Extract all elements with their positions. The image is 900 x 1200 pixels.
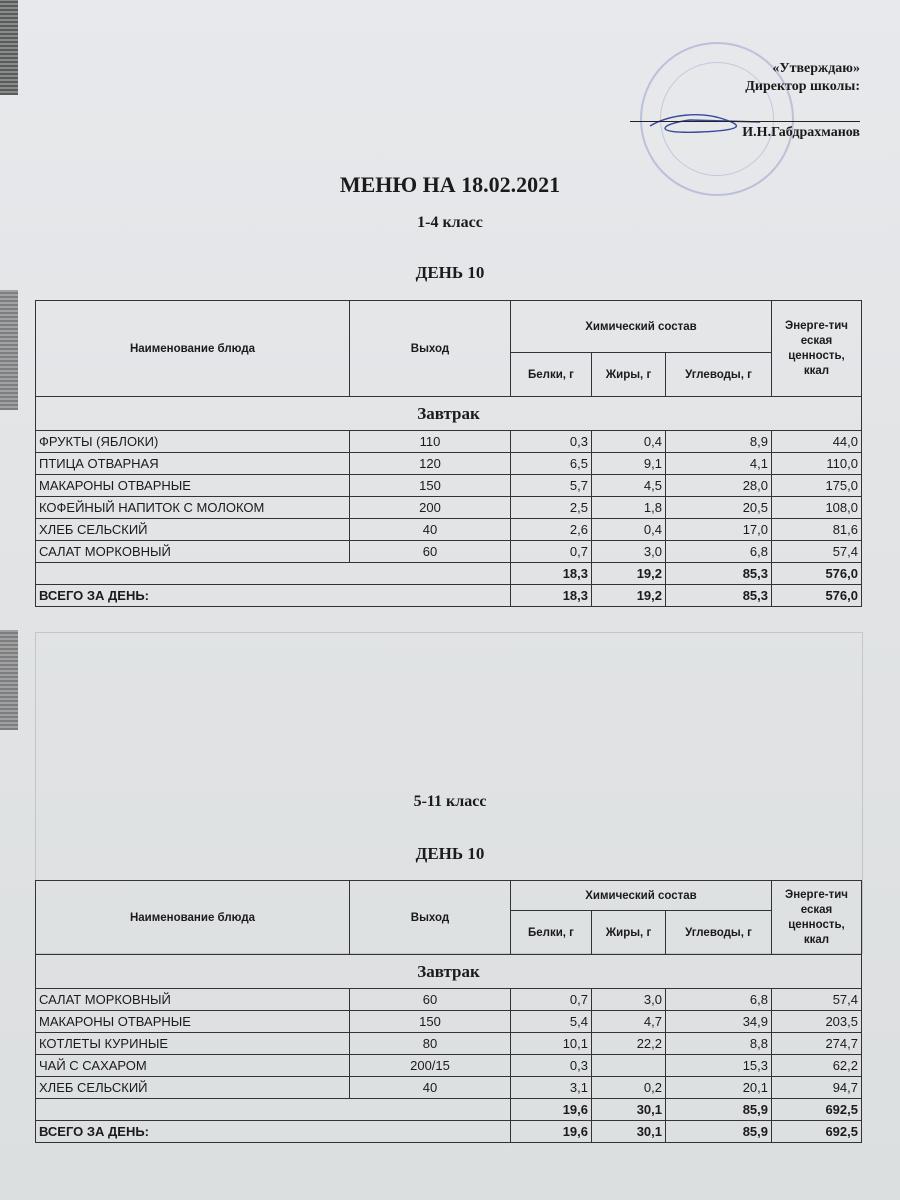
section1-day: ДЕНЬ 10 — [415, 263, 485, 282]
dish-name: КОФЕЙНЫЙ НАПИТОК С МОЛОКОМ — [36, 497, 350, 519]
header-output: Выход — [350, 881, 511, 955]
subtotal-label — [36, 1099, 511, 1121]
header-dish-name: Наименование блюда — [36, 301, 350, 397]
subtotal-protein: 19,6 — [511, 1099, 592, 1121]
subtotal-fat: 19,2 — [592, 563, 666, 585]
section2-day: ДЕНЬ 10 — [415, 844, 485, 863]
dish-fat: 4,7 — [592, 1011, 666, 1033]
approval-position: Директор школы: — [745, 79, 860, 94]
dish-name: ЧАЙ С САХАРОМ — [36, 1055, 350, 1077]
dish-carbs: 20,1 — [666, 1077, 772, 1099]
table-row — [36, 1055, 862, 1077]
subtotal-protein: 18,3 — [511, 563, 592, 585]
total-label: ВСЕГО ЗА ДЕНЬ: — [36, 1121, 511, 1143]
dish-energy: 94,7 — [772, 1077, 862, 1099]
dish-carbs: 6,8 — [666, 989, 772, 1011]
header-chemical-composition: Химический состав — [511, 301, 772, 353]
dish-protein: 0,7 — [511, 541, 592, 563]
table-row — [36, 541, 862, 563]
signature-line — [630, 120, 860, 122]
table-row — [36, 475, 862, 497]
dish-fat: 0,4 — [592, 431, 666, 453]
dish-carbs: 4,1 — [666, 453, 772, 475]
dish-protein: 2,5 — [511, 497, 592, 519]
dish-energy: 108,0 — [772, 497, 862, 519]
dish-fat: 3,0 — [592, 541, 666, 563]
dish-carbs: 17,0 — [666, 519, 772, 541]
dish-protein: 2,6 — [511, 519, 592, 541]
total-row — [36, 1121, 862, 1143]
dish-fat — [592, 1055, 666, 1077]
dish-carbs: 34,9 — [666, 1011, 772, 1033]
dish-name: КОТЛЕТЫ КУРИНЫЕ — [36, 1033, 350, 1055]
dish-fat: 3,0 — [592, 989, 666, 1011]
dish-protein: 0,3 — [511, 1055, 592, 1077]
approval-block — [600, 60, 860, 142]
approval-signer: И.Н.Габдрахманов — [742, 125, 860, 140]
header-chemical-composition: Химический состав — [511, 881, 772, 911]
dish-energy: 57,4 — [772, 989, 862, 1011]
total-carbs: 85,9 — [666, 1121, 772, 1143]
meal-label: Завтрак — [36, 397, 862, 431]
subtotal-carbs: 85,9 — [666, 1099, 772, 1121]
dish-fat: 9,1 — [592, 453, 666, 475]
dish-output: 60 — [350, 541, 511, 563]
total-energy: 692,5 — [772, 1121, 862, 1143]
dish-energy: 110,0 — [772, 453, 862, 475]
dish-energy: 274,7 — [772, 1033, 862, 1055]
total-fat: 19,2 — [592, 585, 666, 607]
dish-carbs: 8,8 — [666, 1033, 772, 1055]
dish-carbs: 8,9 — [666, 431, 772, 453]
section1-grade: 1-4 класс — [417, 214, 483, 231]
dish-carbs: 15,3 — [666, 1055, 772, 1077]
dish-protein: 0,7 — [511, 989, 592, 1011]
dish-output: 150 — [350, 1011, 511, 1033]
subtotal-energy: 576,0 — [772, 563, 862, 585]
header-carbs: Углеводы, г — [666, 353, 772, 397]
menu-table-5-11 — [35, 880, 862, 1143]
dish-protein: 0,3 — [511, 431, 592, 453]
table-row — [36, 1033, 862, 1055]
subtotal-label — [36, 563, 511, 585]
dish-protein: 5,7 — [511, 475, 592, 497]
dish-output: 80 — [350, 1033, 511, 1055]
total-carbs: 85,3 — [666, 585, 772, 607]
meal-label: Завтрак — [36, 955, 862, 989]
subtotal-carbs: 85,3 — [666, 563, 772, 585]
total-row — [36, 585, 862, 607]
total-protein: 19,6 — [511, 1121, 592, 1143]
header-energy: Энерге-тич еская ценность, ккал — [772, 881, 862, 955]
dish-protein: 5,4 — [511, 1011, 592, 1033]
dish-fat: 1,8 — [592, 497, 666, 519]
header-output: Выход — [350, 301, 511, 397]
scan-edge-shadow — [0, 630, 18, 730]
total-fat: 30,1 — [592, 1121, 666, 1143]
dish-name: ХЛЕБ СЕЛЬСКИЙ — [36, 1077, 350, 1099]
dish-fat: 22,2 — [592, 1033, 666, 1055]
dish-energy: 44,0 — [772, 431, 862, 453]
subtotal-energy: 692,5 — [772, 1099, 862, 1121]
dish-protein: 6,5 — [511, 453, 592, 475]
table-row — [36, 1011, 862, 1033]
menu-table-1-4 — [35, 300, 862, 607]
header-fat: Жиры, г — [592, 353, 666, 397]
dish-name: ХЛЕБ СЕЛЬСКИЙ — [36, 519, 350, 541]
dish-energy: 175,0 — [772, 475, 862, 497]
dish-carbs: 20,5 — [666, 497, 772, 519]
dish-output: 60 — [350, 989, 511, 1011]
header-protein: Белки, г — [511, 911, 592, 955]
table-row — [36, 989, 862, 1011]
dish-name: ПТИЦА ОТВАРНАЯ — [36, 453, 350, 475]
dish-fat: 0,2 — [592, 1077, 666, 1099]
dish-name: МАКАРОНЫ ОТВАРНЫЕ — [36, 1011, 350, 1033]
dish-fat: 0,4 — [592, 519, 666, 541]
header-dish-name: Наименование блюда — [36, 881, 350, 955]
dish-energy: 57,4 — [772, 541, 862, 563]
dish-name: ФРУКТЫ (ЯБЛОКИ) — [36, 431, 350, 453]
table-row — [36, 1077, 862, 1099]
header-fat: Жиры, г — [592, 911, 666, 955]
subtotal-fat: 30,1 — [592, 1099, 666, 1121]
dish-protein: 3,1 — [511, 1077, 592, 1099]
subtotal-row — [36, 563, 862, 585]
total-energy: 576,0 — [772, 585, 862, 607]
header-carbs: Углеводы, г — [666, 911, 772, 955]
dish-energy: 203,5 — [772, 1011, 862, 1033]
dish-name: САЛАТ МОРКОВНЫЙ — [36, 989, 350, 1011]
subtotal-row — [36, 1099, 862, 1121]
dish-name: МАКАРОНЫ ОТВАРНЫЕ — [36, 475, 350, 497]
total-protein: 18,3 — [511, 585, 592, 607]
dish-carbs: 6,8 — [666, 541, 772, 563]
dish-fat: 4,5 — [592, 475, 666, 497]
header-protein: Белки, г — [511, 353, 592, 397]
total-label: ВСЕГО ЗА ДЕНЬ: — [36, 585, 511, 607]
dish-output: 200 — [350, 497, 511, 519]
table-row — [36, 431, 862, 453]
dish-energy: 62,2 — [772, 1055, 862, 1077]
scan-edge-shadow — [0, 290, 18, 410]
approval-heading: «Утверждаю» — [772, 61, 860, 76]
dish-protein: 10,1 — [511, 1033, 592, 1055]
section2-grade: 5-11 класс — [413, 793, 487, 810]
header-energy: Энерге-тич еская ценность, ккал — [772, 301, 862, 397]
dish-name: САЛАТ МОРКОВНЫЙ — [36, 541, 350, 563]
dish-output: 40 — [350, 1077, 511, 1099]
menu-title: МЕНЮ НА 18.02.2021 — [339, 172, 561, 197]
table-row — [36, 519, 862, 541]
table-row — [36, 497, 862, 519]
dish-output: 120 — [350, 453, 511, 475]
dish-output: 150 — [350, 475, 511, 497]
dish-energy: 81,6 — [772, 519, 862, 541]
table-row — [36, 453, 862, 475]
dish-output: 110 — [350, 431, 511, 453]
dish-output: 200/15 — [350, 1055, 511, 1077]
dish-output: 40 — [350, 519, 511, 541]
scan-edge-shadow — [0, 0, 18, 95]
dish-carbs: 28,0 — [666, 475, 772, 497]
